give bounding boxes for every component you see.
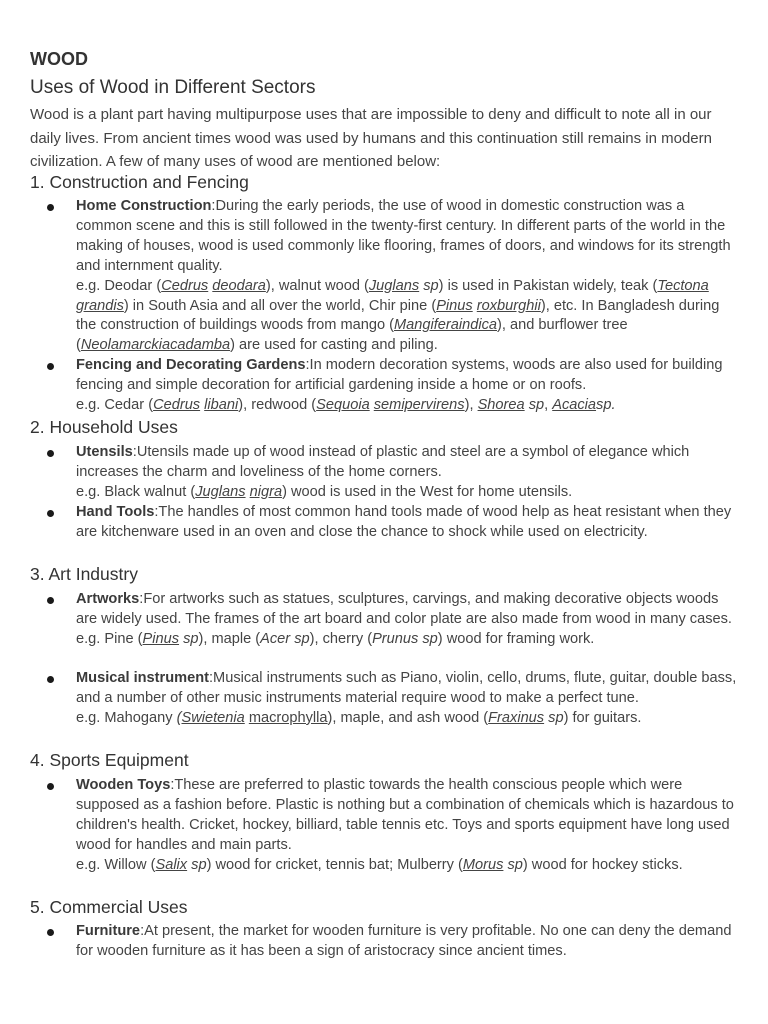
item-example <box>76 710 641 726</box>
example-run: ), maple, and ash wood ( <box>327 709 489 726</box>
item-body <box>76 776 741 876</box>
example-run: Tectona <box>657 277 709 294</box>
document-title: WOOD <box>30 49 88 69</box>
item-body <box>76 590 741 650</box>
example-run: ) wood for cricket, tennis bat; Mulberry ( <box>206 856 463 873</box>
example-run: sp <box>544 709 564 726</box>
example-run: ) in South Asia and all over the world, Chir pine ( <box>123 297 437 314</box>
example-run: e.g. Black walnut ( <box>76 483 196 500</box>
item-example <box>76 631 594 647</box>
example-run: sp <box>503 856 523 873</box>
example-run: e.g. Deodar ( <box>76 277 162 294</box>
item-term: Wooden Toys <box>76 777 171 793</box>
example-run: Neolamarckiacadamba <box>80 337 231 354</box>
item-term: Hand Tools <box>76 504 155 520</box>
example-run: nigra <box>249 483 283 500</box>
example-run: Morus <box>462 856 504 873</box>
item-text: :During the early periods, the use of wood in domestic construction was a common scene and this is still followed in the twenty-first century. In different parts of the world in the making of houses, wood is used commonly like flooring, frames of doors, and windows for its strength and internment quality. <box>76 198 731 274</box>
example-run: ), redwood ( <box>238 396 317 413</box>
example-run: deodara <box>212 277 266 294</box>
item-term: Artworks <box>76 591 140 607</box>
example-run: , <box>544 396 553 413</box>
bullet-icon <box>47 929 54 936</box>
item-example <box>76 857 683 873</box>
section-heading: 5. Commercial Uses <box>30 897 188 917</box>
item-example <box>76 397 616 413</box>
item-body <box>76 922 741 962</box>
bullet-icon <box>47 510 54 517</box>
item-term: Home Construction <box>76 198 212 214</box>
section-heading: 3. Art Industry <box>30 564 138 584</box>
item-body <box>76 443 741 503</box>
item-term: Furniture <box>76 923 141 939</box>
example-run: ) for guitars. <box>563 709 642 726</box>
section-heading: 4. Sports Equipment <box>30 750 189 770</box>
example-run: Sequoia <box>316 396 370 413</box>
example-run: Fraxinus <box>488 709 545 726</box>
example-run: ) are used for casting and piling. <box>230 337 438 354</box>
section-heading: 2. Household Uses <box>30 417 178 437</box>
item-example <box>76 278 719 354</box>
example-run: Acacia <box>552 396 597 413</box>
intro-paragraph: Wood is a plant part having multipurpose uses that are impossible to deny and difficult to note all in our daily lives. From ancient times wood was used by humans and this continuation still remains in modern civilization. A few of many uses of wood are mentioned below: <box>30 106 712 170</box>
example-run: e.g. Willow ( <box>76 856 156 873</box>
example-run: ), etc. In Bangladesh during the construction of buildings woods from mango ( <box>76 297 720 334</box>
item-term: Utensils <box>76 444 133 460</box>
example-run: sp <box>179 630 199 647</box>
item-text: :At present, the market for wooden furniture is very profitable. No one can deny the demand for wooden furniture as it has been a sign of aristocracy since ancient times. <box>76 923 732 959</box>
item-text: :The handles of most common hand tools made of wood help as heat resistant when they are kitchenware used in an oven and close the chance to shock while used on electricity. <box>76 504 732 540</box>
example-run: sp <box>419 277 439 294</box>
example-run: sp <box>187 856 207 873</box>
example-run: Acer sp <box>260 630 310 647</box>
example-run: ), maple ( <box>198 630 261 647</box>
item-text: :Musical instruments such as Piano, violin, cello, drums, flute, guitar, double bass, and a number of other music instruments material require wood to make a perfect tune. <box>76 670 737 706</box>
example-run: ) wood for framing work. <box>437 630 595 647</box>
bullet-icon <box>47 204 54 211</box>
example-run: Prunus sp <box>372 630 438 647</box>
example-run: Shorea <box>477 396 525 413</box>
example-run: Juglans <box>368 277 420 294</box>
item-term: Fencing and Decorating Gardens <box>76 357 306 373</box>
example-run: grandis <box>76 297 124 314</box>
example-run: Pinus <box>436 297 473 314</box>
example-run: ) wood is used in the West for home utensils. <box>282 483 573 500</box>
example-run: ), <box>464 396 478 413</box>
example-run: roxburghii <box>476 297 541 314</box>
example-run: libani <box>204 396 239 413</box>
item-body <box>76 503 741 543</box>
example-run: e.g. Pine ( <box>76 630 143 647</box>
example-run: sp. <box>596 396 616 413</box>
bullet-icon <box>47 597 54 604</box>
example-run: Mangiferaindica <box>393 317 498 334</box>
item-body <box>76 356 741 416</box>
document-subtitle: Uses of Wood in Different Sectors <box>30 77 316 98</box>
item-text: :For artworks such as statues, sculptures, carvings, and making decorative objects woods are widely used. The frames of the art board and color plate are also made from wood in many cases. <box>76 591 732 627</box>
example-run: Salix <box>155 856 188 873</box>
example-run: ) is used in Pakistan widely, teak ( <box>438 277 658 294</box>
example-run: Pinus <box>142 630 180 647</box>
example-run: ), and burflower tree ( <box>76 317 628 354</box>
bullet-icon <box>47 450 54 457</box>
item-example <box>76 484 572 500</box>
item-term: Musical instrument <box>76 670 209 686</box>
section-heading: 1. Construction and Fencing <box>30 172 249 192</box>
item-body <box>76 197 741 356</box>
example-run: semipervirens <box>373 396 465 413</box>
example-run: sp <box>524 396 545 413</box>
example-run: ) wood for hockey sticks. <box>522 856 683 873</box>
example-run: Juglans <box>195 483 246 500</box>
item-text: :In modern decoration systems, woods are also used for building fencing and simple decoration for artificial gardening inside a home or on roofs. <box>76 357 723 393</box>
bullet-icon <box>47 676 54 683</box>
example-run: macrophylla <box>248 709 328 726</box>
item-body <box>76 669 741 729</box>
example-run: e.g. Cedar ( <box>76 396 154 413</box>
example-run: ( <box>176 709 182 726</box>
item-text: :These are preferred to plastic towards the health conscious people which were supposed as a fashion before. Plastic is nothing but a combination of chemicals which is hazardous to children's health. Cricket, hockey, billiard, table tennis etc. Toys and sports equipment have long used wood for handles and main parts. <box>76 777 734 853</box>
example-run: ), cherry ( <box>309 630 373 647</box>
example-run: Cedrus <box>161 277 209 294</box>
item-text: :Utensils made up of wood instead of plastic and steel are a symbol of elegance which increases the charm and loveliness of the home corners. <box>76 444 690 480</box>
example-run: Swietenia <box>181 709 245 726</box>
example-run: e.g. Mahogany <box>76 709 177 726</box>
example-run: ), walnut wood ( <box>265 277 369 294</box>
bullet-icon <box>47 363 54 370</box>
bullet-icon <box>47 783 54 790</box>
example-run: Cedrus <box>153 396 201 413</box>
